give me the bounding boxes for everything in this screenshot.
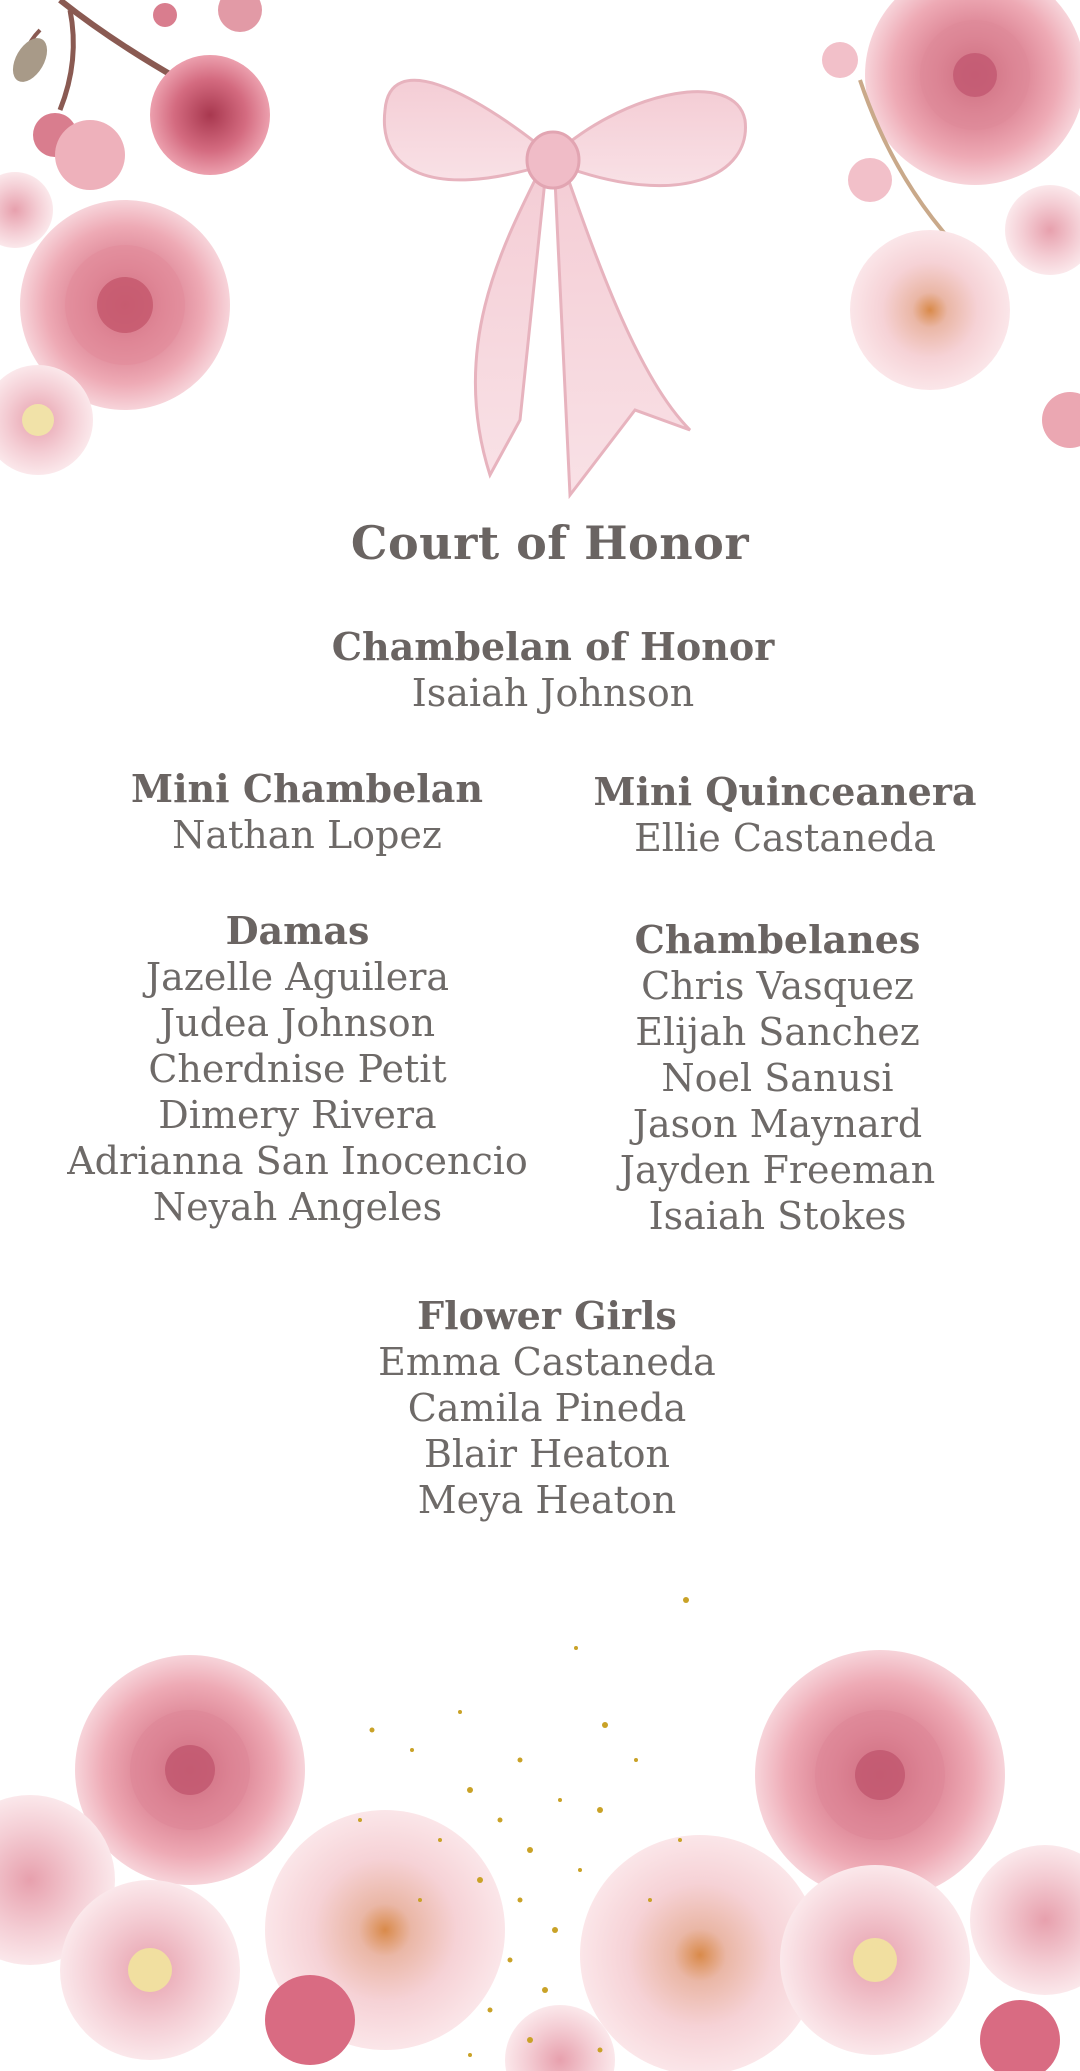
flower-girls-section <box>0 1293 1080 1523</box>
list-item: Dimery Rivera <box>158 1093 437 1137</box>
list-item: Jason Maynard <box>632 1102 923 1146</box>
list-item: Chris Vasquez <box>641 964 914 1008</box>
chambelanes-heading: Chambelanes <box>634 917 921 962</box>
top-left-flowers <box>0 0 270 475</box>
gold-glitter <box>358 1597 689 2057</box>
flower-girls-heading: Flower Girls <box>417 1293 677 1338</box>
list-item: Cherdnise Petit <box>148 1047 447 1091</box>
chambelanes-section <box>580 917 975 1239</box>
page-title: Court of Honor <box>350 516 750 570</box>
damas-section <box>30 908 565 1230</box>
list-item: Jazelle Aguilera <box>145 955 450 999</box>
chambelan-of-honor-section <box>0 624 1080 716</box>
chambelan-of-honor-heading: Chambelan of Honor <box>331 624 775 669</box>
mini-quinceanera-name: Ellie Castaneda <box>634 816 936 860</box>
list-item: Camila Pineda <box>407 1386 687 1430</box>
mini-chambelan-section <box>60 766 554 858</box>
damas-heading: Damas <box>225 908 370 953</box>
top-right-flowers <box>822 0 1080 448</box>
chambelan-of-honor-name: Isaiah Johnson <box>411 671 695 715</box>
list-item: Blair Heaton <box>423 1432 671 1476</box>
list-item: Meya Heaton <box>417 1478 677 1522</box>
list-item: Isaiah Stokes <box>648 1194 907 1238</box>
list-item: Jayden Freeman <box>619 1148 936 1192</box>
list-item: Emma Castaneda <box>378 1340 716 1384</box>
list-item: Noel Sanusi <box>661 1056 894 1100</box>
mini-quinceanera-section <box>560 769 1010 861</box>
pink-ribbon-bow <box>384 80 745 495</box>
list-item: Elijah Sanchez <box>635 1010 920 1054</box>
mini-quinceanera-heading: Mini Quinceanera <box>593 769 977 814</box>
list-item: Neyah Angeles <box>152 1185 443 1229</box>
mini-chambelan-heading: Mini Chambelan <box>131 766 483 811</box>
mini-chambelan-name: Nathan Lopez <box>172 813 442 857</box>
list-item: Judea Johnson <box>159 1001 436 1045</box>
bottom-flowers <box>0 1650 1080 2071</box>
list-item: Adrianna San Inocencio <box>67 1139 528 1183</box>
